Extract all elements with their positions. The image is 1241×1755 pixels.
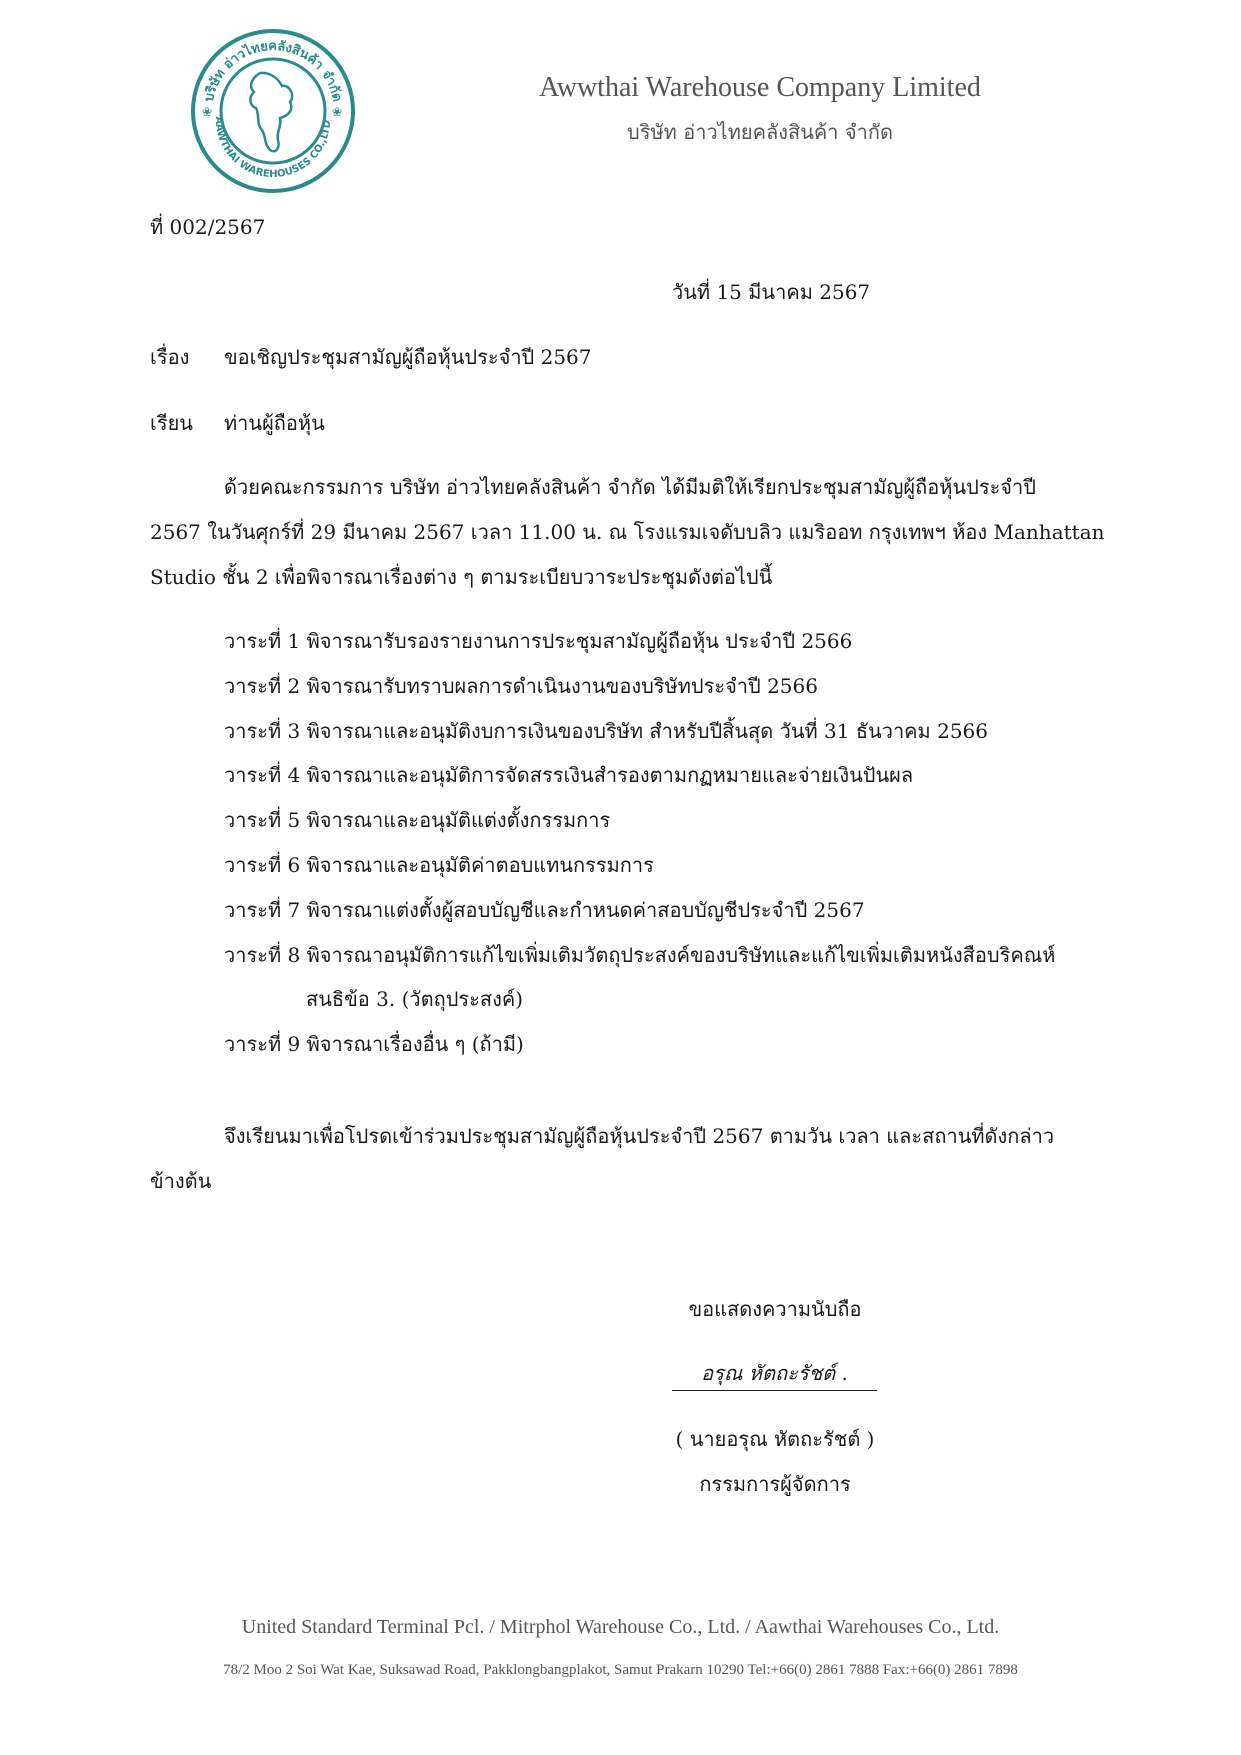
agenda-item-2: วาระที่ 2 พิจารณารับทราบผลการดำเนินงานของบริษัทประจำปี 2566	[224, 674, 818, 698]
intro-line-3: Studio ชั้น 2 เพื่อพิจารณาเรื่องต่าง ๆ ตามระเบียบวาระประชุมดังต่อไปนี้	[150, 565, 773, 589]
agenda-item-4: วาระที่ 4 พิจารณาและอนุมัติการจัดสรรเงินสำรองตามกฏหมายและจ่ายเงินปันผล	[224, 763, 914, 787]
signature: อรุณ หัตถะรัชต์ .	[672, 1358, 877, 1391]
recipient-text: ท่านผู้ถือหุ้น	[224, 411, 325, 435]
company-name-en: Awwthai Warehouse Company Limited	[539, 72, 981, 103]
closing-line-1: จึงเรียนมาเพื่อโปรดเข้าร่วมประชุมสามัญผู้ถือหุ้นประจำปี 2567 ตามวัน เวลา และสถานที่ดังกล่าว	[224, 1124, 1055, 1148]
logo-text-bottom: AAWTHAI WAREHOUSES CO.,LTD	[212, 116, 334, 181]
recipient-label: เรียน	[150, 411, 193, 435]
closing-line-2: ข้างต้น	[150, 1169, 212, 1193]
letter-date: วันที่ 15 มีนาคม 2567	[672, 280, 871, 304]
agenda-item-7: วาระที่ 7 พิจารณาแต่งตั้งผู้สอบบัญชีและกำหนดค่าสอบบัญชีประจำปี 2567	[224, 898, 865, 922]
agenda-item-9: วาระที่ 9 พิจารณาเรื่องอื่น ๆ (ถ้ามี)	[224, 1032, 524, 1056]
signer-title: กรรมการผู้จัดการ	[699, 1472, 851, 1496]
svg-text:❀: ❀	[202, 105, 213, 119]
footer-companies: United Standard Terminal Pcl. / Mitrphol Warehouse Co., Ltd. / Aawthai Warehouses Co., Ltd.	[241, 1616, 1000, 1638]
subject-label: เรื่อง	[150, 345, 190, 369]
subject-text: ขอเชิญประชุมสามัญผู้ถือหุ้นประจำปี 2567	[224, 345, 592, 369]
signer-name: ( นายอรุณ หัตถะรัชต์ )	[675, 1427, 875, 1451]
agenda-item-3: วาระที่ 3 พิจารณาและอนุมัติงบการเงินของบริษัท สำหรับปีสิ้นสุด วันที่ 31 ธันวาคม 2566	[224, 719, 988, 743]
letter-reference: ที่ 002/2567	[150, 215, 266, 239]
agenda-item-1: วาระที่ 1 พิจารณารับรองรายงานการประชุมสามัญผู้ถือหุ้น ประจำปี 2566	[224, 629, 853, 653]
intro-line-1: ด้วยคณะกรรมการ บริษัท อ่าวไทยคลังสินค้า จำกัด ได้มีมติให้เรียกประชุมสามัญผู้ถือหุ้นประจำปี	[224, 475, 1036, 499]
agenda-item-5: วาระที่ 5 พิจารณาและอนุมัติแต่งตั้งกรรมการ	[224, 808, 611, 832]
agenda-item-6: วาระที่ 6 พิจารณาและอนุมัติค่าตอบแทนกรรมการ	[224, 853, 654, 877]
logo-text-top: บริษัท อ่าวไทยคลังสินค้า จำกัด	[201, 39, 345, 104]
footer-address: 78/2 Moo 2 Soi Wat Kae, Suksawad Road, Pakklongbangplakot, Samut Prakarn 10290 Tel:+66(0) 2861 7888 Fax:+66(0) 2861 7898	[223, 1662, 1018, 1678]
regards-text: ขอแสดงความนับถือ	[688, 1297, 862, 1321]
company-name-th: บริษัท อ่าวไทยคลังสินค้า จำกัด	[627, 120, 893, 144]
agenda-item-8: วาระที่ 8 พิจารณาอนุมัติการแก้ไขเพิ่มเติมวัตถุประสงค์ของบริษัทและแก้ไขเพิ่มเติมหนังสือบริคณห์	[224, 943, 1056, 967]
company-seal-logo-icon	[190, 28, 356, 194]
svg-text:❀: ❀	[332, 105, 343, 119]
agenda-item-8-continued: สนธิข้อ 3. (วัตถุประสงค์)	[306, 987, 524, 1011]
intro-line-2: 2567 ในวันศุกร์ที่ 29 มีนาคม 2567 เวลา 11.00 น. ณ โรงแรมเจดับบลิว แมริออท กรุงเทพฯ ห้อง Manhattan	[150, 520, 1105, 544]
